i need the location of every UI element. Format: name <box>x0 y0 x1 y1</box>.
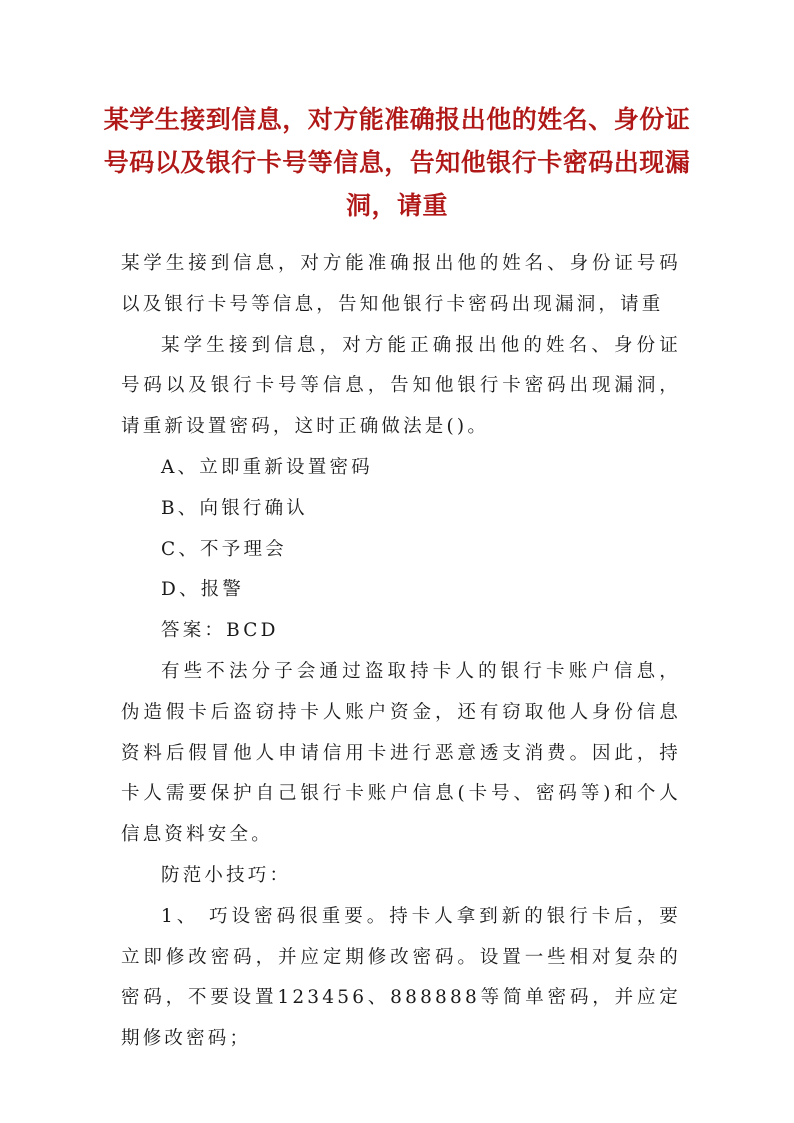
tips-heading: 防范小技巧： <box>161 864 292 886</box>
intro-paragraph: 某学生接到信息，对方能准确报出他的姓名、身份证号码以及银行卡号等信息，告知他银行卡密码出现漏洞，请重 <box>121 253 681 315</box>
document-title: 某学生接到信息，对方能准确报出他的姓名、身份证号码以及银行卡号等信息，告知他银行卡密码出现漏洞，请重 <box>103 105 691 220</box>
question-paragraph: 某学生接到信息，对方能正确报出他的姓名、身份证号码以及银行卡号等信息，告知他银行卡密码出现漏洞，请重新设置密码，这时正确做法是()。 <box>121 334 681 438</box>
tip-1-paragraph: 1、 巧设密码很重要。持卡人拿到新的银行卡后，要立即修改密码，并应定期修改密码。设置一些相对复杂的密码，不要设置123456、888888等简单密码，并应定期修改密码； <box>121 905 681 1050</box>
option-a: A、立即重新设置密码 <box>161 456 373 478</box>
answer-line: 答案：BCD <box>161 620 279 642</box>
explanation-paragraph: 有些不法分子会通过盗取持卡人的银行卡账户信息，伪造假卡后盗窃持卡人账户资金，还有窃取他人身份信息资料后假冒他人申请信用卡进行恶意透支消费。因此，持卡人需要保护自己银行卡账户信息(卡号、密码等)和个人信息资料安全。 <box>121 660 681 846</box>
option-b: B、向银行确认 <box>161 497 308 519</box>
option-c: C、不予理会 <box>161 538 287 560</box>
document-body <box>121 244 681 1060</box>
option-d: D、报警 <box>161 579 245 601</box>
